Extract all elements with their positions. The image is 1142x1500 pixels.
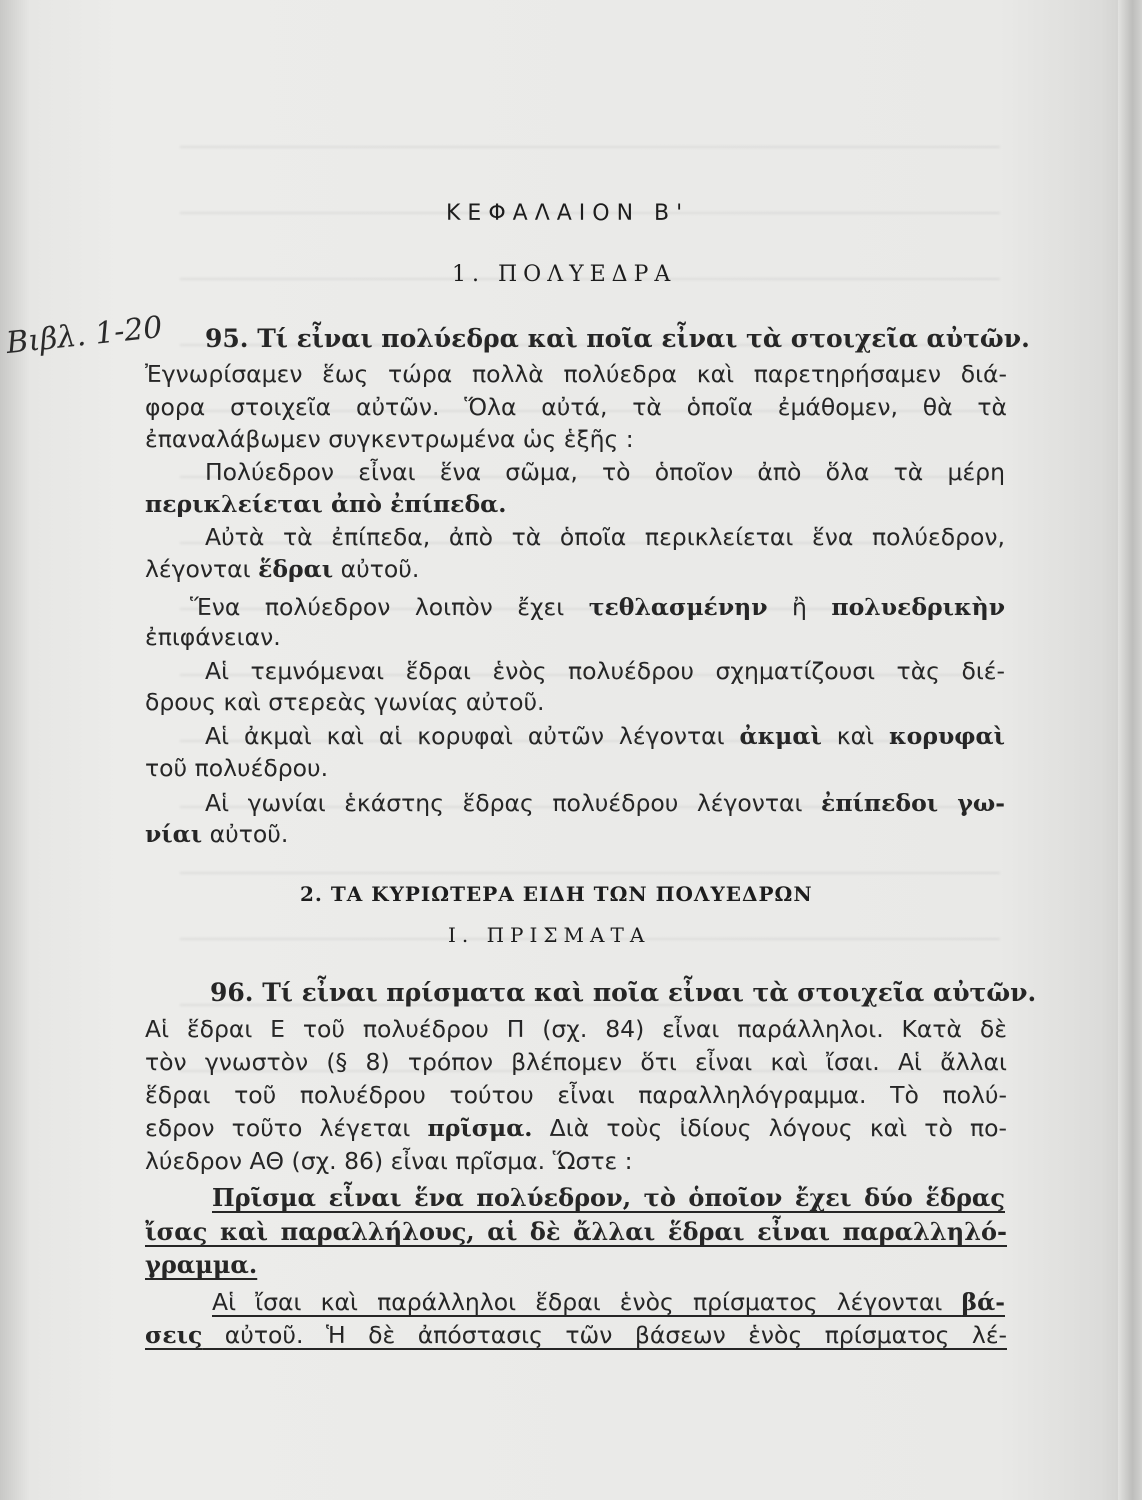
section-title-polyhedra: 1. ΠΟΛΥΕΔΡΑ: [452, 262, 677, 287]
page-edge: [1118, 0, 1142, 1500]
subsection-title-prisms: Ι. ΠΡΙΣΜΑΤΑ: [448, 923, 651, 947]
paragraph-line: [145, 1318, 1007, 1352]
paragraph-line: φορα στοιχεῖα αὐτῶν. Ὅλα αὐτά, τὰ ὁποῖα ἐμάθομεν, θὰ τὰ: [145, 393, 1007, 421]
paragraph-line: Αὐτὰ τὰ ἐπίπεδα, ἀπὸ τὰ ὁποῖα περικλείεται ἕνα πολύεδρον,: [205, 523, 1005, 551]
prism-definition-line: γραμμα.: [145, 1250, 258, 1279]
paragraph-line: Ἐγνωρίσαμεν ἕως τώρα πολλὰ πολύεδρα καὶ παρετηρήσαμεν διά-: [145, 360, 1007, 388]
section-title-main-kinds: 2. ΤΑ ΚΥΡΙΩΤΕΡΑ ΕΙΔΗ ΤΩΝ ΠΟΛΥΕΔΡΩΝ: [300, 882, 813, 906]
text-run: ἢ: [767, 593, 832, 621]
paragraph-line: ἐπαναλάβωμεν συγκεντρωμένα ὡς ἑξῆς :: [145, 425, 634, 453]
paragraph-line: ἕδραι τοῦ πολυέδρου τούτου εἶναι παραλληλόγραμμα. Τὸ πολύ-: [145, 1081, 1007, 1109]
question-96-heading: 96. Τί εἶναι πρίσματα καὶ ποῖα εἶναι τὰ στοιχεῖα αὐτῶν.: [210, 978, 1037, 1007]
bold-term: τεθλασμένην: [588, 593, 768, 621]
bold-term: ἐπίπεδοι γω-: [821, 789, 1006, 817]
prism-definition-line: Πρῖσμα εἶναι ἕνα πολύεδρον, τὸ ὁποῖον ἔχει δύο ἕδρας: [212, 1183, 1005, 1212]
paragraph-line: [145, 1111, 1007, 1145]
text-run: Αἱ ἴσαι καὶ παράλληλοι ἕδραι ἑνὸς πρίσματος λέγονται: [212, 1288, 962, 1316]
text-run: καὶ: [821, 722, 890, 750]
bold-term: περικλείεται ἀπὸ ἐπίπεδα.: [145, 490, 507, 518]
paragraph-line: δρους καὶ στερεὰς γωνίας αὐτοῦ.: [145, 688, 545, 716]
paragraph-line: τὸν γνωστὸν (§ 8) τρόπον βλέπομεν ὅτι εἶναι καὶ ἴσαι. Αἱ ἄλλαι: [145, 1048, 1007, 1076]
paragraph-line: Αἱ τεμνόμεναι ἕδραι ἑνὸς πολυέδρου σχηματίζουσι τὰς διέ-: [205, 657, 1005, 685]
handwritten-margin-note: Βιβλ. 1-20: [4, 309, 165, 362]
paragraph-line: [190, 590, 1005, 624]
text-run: λέγονται: [145, 555, 259, 583]
bold-term: ἀκμαὶ: [739, 722, 822, 750]
bold-term: πρῖσμα.: [427, 1114, 533, 1142]
text-run: αὐτοῦ. Ἡ δὲ ἀπόστασις τῶν βάσεων ἑνὸς πρίσματος λέ-: [202, 1321, 1007, 1349]
paragraph-line: Αἱ ἕδραι Ε τοῦ πολυέδρου Π (σχ. 84) εἶναι παράλληλοι. Κατὰ δὲ: [145, 1015, 1007, 1043]
question-95-heading: 95. Τί εἶναι πολύεδρα καὶ ποῖα εἶναι τὰ στοιχεῖα αὐτῶν.: [205, 324, 1030, 353]
bold-term: ἕδραι: [258, 555, 334, 583]
chapter-title: ΚΕΦΑΛΑΙΟΝ Β': [446, 201, 690, 226]
text-run: αὐτοῦ.: [333, 555, 420, 583]
paragraph-line: λύεδρον ΑΘ (σχ. 86) εἶναι πρῖσμα. Ὥστε :: [145, 1147, 633, 1175]
bold-term: νίαι: [145, 820, 203, 848]
paragraph-line: [145, 487, 1007, 521]
bold-term: βά-: [961, 1288, 1005, 1316]
text-run: Διὰ τοὺς ἰδίους λόγους καὶ τὸ πο-: [532, 1114, 1008, 1142]
paragraph-line: ἐπιφάνειαν.: [145, 623, 281, 651]
paragraph-line: τοῦ πολυέδρου.: [145, 754, 329, 782]
text-run: Αἱ ἀκμαὶ καὶ αἱ κορυφαὶ αὐτῶν λέγονται: [205, 722, 740, 750]
paragraph-line: [205, 719, 1005, 753]
bold-term: κορυφαὶ: [889, 722, 1005, 750]
paragraph-line: [145, 552, 1007, 586]
text-run: εδρον τοῦτο λέγεται: [145, 1114, 428, 1142]
bold-term: σεις: [145, 1321, 203, 1349]
paragraph-line: [205, 786, 1005, 820]
text-run: Ἕνα πολύεδρον λοιπὸν ἔχει: [190, 593, 589, 621]
paragraph-line: Πολύεδρον εἶναι ἕνα σῶμα, τὸ ὁποῖον ἀπὸ ὅλα τὰ μέρη: [205, 458, 1005, 486]
paragraph-line: [212, 1285, 1005, 1319]
text-run: Αἱ γωνίαι ἑκάστης ἕδρας πολυέδρου λέγονται: [205, 789, 822, 817]
prism-definition-line: ἴσας καὶ παραλλήλους, αἱ δὲ ἄλλαι ἕδραι εἶναι παραλληλό-: [145, 1217, 1007, 1246]
text-run: αὐτοῦ.: [202, 820, 289, 848]
bold-term: πολυεδρικὴν: [831, 593, 1006, 621]
paragraph-line: [145, 817, 1007, 851]
